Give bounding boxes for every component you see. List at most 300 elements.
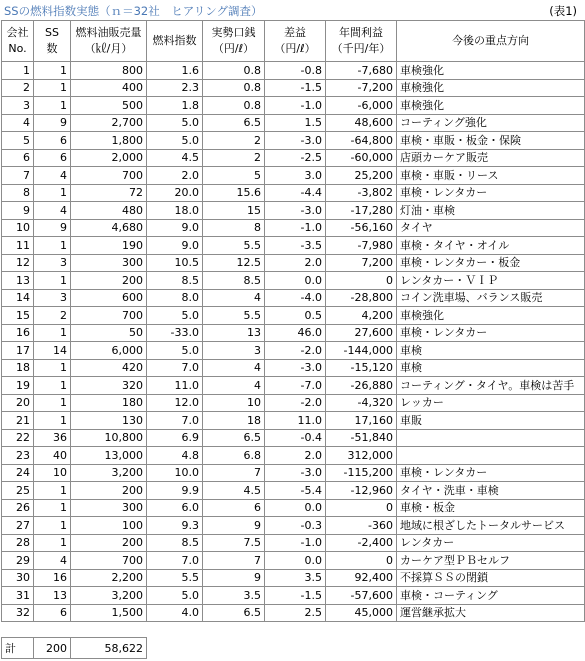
cell-fuel-volume: 300 [71,254,147,272]
cell-fuel-index: 9.0 [147,237,203,255]
cell-margin: -1.0 [265,534,326,552]
total-label: 計 [2,638,34,659]
cell-ss-count: 1 [34,499,71,517]
cell-future-focus [397,447,585,465]
table-row [2,447,585,465]
cell-annual-profit: 312,000 [326,447,397,465]
table-row [2,97,585,115]
table-row [2,359,585,377]
header-row [2,21,585,62]
cell-company-no: 7 [2,167,34,185]
cell-fuel-index: 2.0 [147,167,203,185]
table-row [2,324,585,342]
cell-ss-count: 4 [34,202,71,220]
cell-annual-profit: -12,960 [326,482,397,500]
cell-margin: -3.5 [265,237,326,255]
cell-annual-profit: 0 [326,272,397,290]
cell-ss-count: 3 [34,254,71,272]
cell-company-no: 9 [2,202,34,220]
table-row [2,604,585,622]
cell-actual-commission: 5.5 [203,237,265,255]
cell-future-focus: 車検・車販・板金・保険 [397,132,585,150]
cell-annual-profit: 0 [326,499,397,517]
cell-future-focus: 車検強化 [397,307,585,325]
cell-ss-count: 40 [34,447,71,465]
cell-actual-commission: 6.5 [203,604,265,622]
cell-annual-profit: -7,680 [326,62,397,80]
cell-ss-count: 1 [34,272,71,290]
cell-ss-count: 3 [34,289,71,307]
table-row [2,219,585,237]
total-ss: 200 [34,638,71,659]
header-actual-commission: 実勢口銭 （円/ℓ） [203,21,265,62]
cell-future-focus: コイン洗車場、バランス販売 [397,289,585,307]
cell-margin: -1.5 [265,79,326,97]
cell-fuel-index: 9.3 [147,517,203,535]
table-row [2,272,585,290]
cell-company-no: 19 [2,377,34,395]
cell-company-no: 21 [2,412,34,430]
cell-future-focus: 車検強化 [397,97,585,115]
cell-actual-commission: 4 [203,359,265,377]
cell-margin: 3.0 [265,167,326,185]
table-row [2,307,585,325]
cell-fuel-index: 12.0 [147,394,203,412]
table-row [2,499,585,517]
cell-company-no: 18 [2,359,34,377]
cell-actual-commission: 0.8 [203,97,265,115]
cell-fuel-index: 1.6 [147,62,203,80]
cell-future-focus: 車検・タイヤ・オイル [397,237,585,255]
cell-actual-commission: 6.5 [203,429,265,447]
cell-ss-count: 6 [34,604,71,622]
table-row [2,184,585,202]
cell-ss-count: 1 [34,324,71,342]
cell-actual-commission: 3.5 [203,587,265,605]
cell-margin: -2.0 [265,394,326,412]
cell-annual-profit: -144,000 [326,342,397,360]
cell-future-focus: 車検強化 [397,79,585,97]
cell-fuel-volume: 800 [71,62,147,80]
cell-company-no: 1 [2,62,34,80]
cell-margin: 46.0 [265,324,326,342]
table-row [2,289,585,307]
header-ss-count: SS 数 [34,21,71,62]
cell-ss-count: 16 [34,569,71,587]
cell-ss-count: 6 [34,149,71,167]
cell-future-focus: 車販 [397,412,585,430]
cell-ss-count: 1 [34,97,71,115]
cell-margin: 1.5 [265,114,326,132]
cell-fuel-index: 5.0 [147,307,203,325]
cell-actual-commission: 4 [203,289,265,307]
cell-fuel-index: 2.3 [147,79,203,97]
cell-future-focus: 灯油・車検 [397,202,585,220]
cell-fuel-index: 5.5 [147,569,203,587]
cell-company-no: 20 [2,394,34,412]
cell-fuel-index: 20.0 [147,184,203,202]
cell-actual-commission: 7.5 [203,534,265,552]
cell-company-no: 30 [2,569,34,587]
cell-margin: -1.0 [265,97,326,115]
cell-margin: -2.0 [265,342,326,360]
cell-margin: -1.0 [265,219,326,237]
cell-ss-count: 1 [34,62,71,80]
cell-fuel-index: 7.0 [147,552,203,570]
cell-future-focus: 地域に根ざしたトータルサービス [397,517,585,535]
cell-fuel-index: 8.5 [147,534,203,552]
cell-fuel-index: -33.0 [147,324,203,342]
cell-fuel-volume: 72 [71,184,147,202]
cell-fuel-index: 18.0 [147,202,203,220]
cell-margin: -0.4 [265,429,326,447]
cell-annual-profit: -17,280 [326,202,397,220]
table-row [2,517,585,535]
cell-company-no: 28 [2,534,34,552]
cell-annual-profit: -7,200 [326,79,397,97]
cell-future-focus: 車検 [397,359,585,377]
cell-annual-profit: 0 [326,552,397,570]
cell-fuel-volume: 200 [71,534,147,552]
table-row [2,429,585,447]
cell-fuel-volume: 1,800 [71,132,147,150]
cell-fuel-index: 4.8 [147,447,203,465]
cell-ss-count: 14 [34,342,71,360]
cell-margin: 2.0 [265,254,326,272]
cell-annual-profit: -51,840 [326,429,397,447]
cell-fuel-volume: 400 [71,79,147,97]
cell-future-focus: タイヤ・洗車・車検 [397,482,585,500]
total-volume: 58,622 [71,638,147,659]
cell-fuel-index: 11.0 [147,377,203,395]
cell-annual-profit: 7,200 [326,254,397,272]
cell-fuel-index: 9.0 [147,219,203,237]
cell-fuel-index: 8.5 [147,272,203,290]
cell-actual-commission: 4 [203,377,265,395]
cell-company-no: 12 [2,254,34,272]
cell-margin: 11.0 [265,412,326,430]
cell-company-no: 4 [2,114,34,132]
cell-margin: -1.5 [265,587,326,605]
cell-ss-count: 1 [34,534,71,552]
cell-ss-count: 1 [34,412,71,430]
table-row [2,534,585,552]
cell-fuel-index: 6.0 [147,499,203,517]
cell-company-no: 27 [2,517,34,535]
cell-fuel-volume: 200 [71,482,147,500]
cell-actual-commission: 9 [203,569,265,587]
cell-fuel-index: 7.0 [147,359,203,377]
cell-fuel-volume: 50 [71,324,147,342]
table-row [2,569,585,587]
table-row [2,394,585,412]
cell-fuel-volume: 700 [71,552,147,570]
cell-ss-count: 2 [34,307,71,325]
cell-actual-commission: 8 [203,219,265,237]
cell-fuel-volume: 4,680 [71,219,147,237]
table-row [2,587,585,605]
cell-actual-commission: 6 [203,499,265,517]
cell-actual-commission: 7 [203,464,265,482]
cell-fuel-index: 4.0 [147,604,203,622]
cell-future-focus: 車検・車販・リース [397,167,585,185]
cell-ss-count: 36 [34,429,71,447]
table-body [2,62,585,622]
cell-company-no: 29 [2,552,34,570]
cell-actual-commission: 0.8 [203,62,265,80]
cell-annual-profit: -57,600 [326,587,397,605]
cell-company-no: 15 [2,307,34,325]
table-row [2,132,585,150]
cell-company-no: 14 [2,289,34,307]
header-company-no: 会社 No. [2,21,34,62]
cell-margin: 2.0 [265,447,326,465]
table-number: (表1) [549,4,577,18]
cell-company-no: 25 [2,482,34,500]
table-row [2,114,585,132]
cell-company-no: 17 [2,342,34,360]
cell-fuel-volume: 3,200 [71,464,147,482]
cell-fuel-volume: 2,200 [71,569,147,587]
cell-annual-profit: -4,320 [326,394,397,412]
cell-annual-profit: 27,600 [326,324,397,342]
table-row [2,79,585,97]
cell-fuel-volume: 600 [71,289,147,307]
cell-margin: -3.0 [265,464,326,482]
table-row [2,62,585,80]
cell-margin: 0.0 [265,499,326,517]
cell-ss-count: 6 [34,132,71,150]
cell-fuel-volume: 2,000 [71,149,147,167]
cell-company-no: 10 [2,219,34,237]
cell-annual-profit: 17,160 [326,412,397,430]
cell-future-focus: 車検 [397,342,585,360]
cell-margin: -2.5 [265,149,326,167]
cell-fuel-volume: 130 [71,412,147,430]
cell-margin: 2.5 [265,604,326,622]
table-row [2,342,585,360]
cell-company-no: 22 [2,429,34,447]
cell-company-no: 32 [2,604,34,622]
table-title: SSの燃料指数実態（ｎ＝32社 ヒアリング調査） [4,4,263,18]
header-annual-profit: 年間利益 （千円/年） [326,21,397,62]
cell-company-no: 8 [2,184,34,202]
cell-fuel-volume: 100 [71,517,147,535]
cell-future-focus: レンタカー [397,534,585,552]
cell-margin: -5.4 [265,482,326,500]
cell-fuel-index: 5.0 [147,132,203,150]
cell-future-focus: 車検・コーティング [397,587,585,605]
cell-annual-profit: -28,800 [326,289,397,307]
cell-fuel-volume: 200 [71,272,147,290]
cell-annual-profit: 92,400 [326,569,397,587]
header-future-focus: 今後の重点方向 [397,21,585,62]
header-fuel-volume: 燃料油販売量 （㎘/月） [71,21,147,62]
cell-ss-count: 4 [34,552,71,570]
cell-future-focus: カーケア型ＰＢセルフ [397,552,585,570]
cell-ss-count: 1 [34,184,71,202]
cell-margin: -3.0 [265,202,326,220]
cell-actual-commission: 6.8 [203,447,265,465]
cell-margin: 0.5 [265,307,326,325]
cell-annual-profit: -3,802 [326,184,397,202]
cell-future-focus: タイヤ [397,219,585,237]
cell-fuel-index: 5.0 [147,342,203,360]
cell-fuel-volume: 6,000 [71,342,147,360]
cell-annual-profit: -360 [326,517,397,535]
cell-margin: 0.0 [265,272,326,290]
cell-future-focus [397,429,585,447]
cell-fuel-index: 5.0 [147,114,203,132]
cell-annual-profit: -15,120 [326,359,397,377]
table-row [2,149,585,167]
cell-ss-count: 9 [34,219,71,237]
cell-company-no: 11 [2,237,34,255]
cell-fuel-volume: 2,700 [71,114,147,132]
table-row [2,202,585,220]
cell-fuel-index: 8.0 [147,289,203,307]
cell-actual-commission: 5.5 [203,307,265,325]
cell-margin: -0.3 [265,517,326,535]
cell-annual-profit: -2,400 [326,534,397,552]
cell-actual-commission: 18 [203,412,265,430]
cell-fuel-volume: 500 [71,97,147,115]
cell-actual-commission: 2 [203,132,265,150]
cell-fuel-index: 7.0 [147,412,203,430]
cell-actual-commission: 12.5 [203,254,265,272]
cell-future-focus: 不採算ＳＳの閉鎖 [397,569,585,587]
cell-fuel-volume: 420 [71,359,147,377]
cell-annual-profit: 4,200 [326,307,397,325]
cell-ss-count: 1 [34,79,71,97]
cell-margin: -4.4 [265,184,326,202]
cell-fuel-volume: 700 [71,167,147,185]
cell-fuel-volume: 300 [71,499,147,517]
cell-annual-profit: -60,000 [326,149,397,167]
cell-fuel-volume: 320 [71,377,147,395]
cell-ss-count: 1 [34,237,71,255]
cell-ss-count: 13 [34,587,71,605]
cell-margin: -7.0 [265,377,326,395]
cell-fuel-volume: 13,000 [71,447,147,465]
cell-actual-commission: 0.8 [203,79,265,97]
cell-annual-profit: -64,800 [326,132,397,150]
cell-future-focus: 車検・レンタカー [397,324,585,342]
total-row [2,638,147,659]
cell-fuel-volume: 190 [71,237,147,255]
cell-company-no: 5 [2,132,34,150]
cell-actual-commission: 15.6 [203,184,265,202]
cell-fuel-volume: 1,500 [71,604,147,622]
table-row [2,412,585,430]
cell-annual-profit: -115,200 [326,464,397,482]
cell-company-no: 23 [2,447,34,465]
cell-ss-count: 1 [34,377,71,395]
cell-actual-commission: 9 [203,517,265,535]
table-row [2,552,585,570]
cell-future-focus: コーティング強化 [397,114,585,132]
cell-ss-count: 1 [34,359,71,377]
cell-margin: -3.0 [265,132,326,150]
cell-future-focus: レッカー [397,394,585,412]
cell-actual-commission: 15 [203,202,265,220]
cell-fuel-volume: 480 [71,202,147,220]
cell-actual-commission: 13 [203,324,265,342]
cell-company-no: 26 [2,499,34,517]
cell-margin: 3.5 [265,569,326,587]
cell-margin: -3.0 [265,359,326,377]
cell-annual-profit: -26,880 [326,377,397,395]
cell-future-focus: 車検・レンタカー・板金 [397,254,585,272]
cell-future-focus: レンタカー・ＶＩＰ [397,272,585,290]
cell-annual-profit: -7,980 [326,237,397,255]
table-row [2,482,585,500]
cell-company-no: 24 [2,464,34,482]
cell-annual-profit: 45,000 [326,604,397,622]
cell-fuel-index: 10.0 [147,464,203,482]
cell-fuel-volume: 10,800 [71,429,147,447]
cell-future-focus: 車検・レンタカー [397,464,585,482]
cell-ss-count: 10 [34,464,71,482]
fuel-index-table [1,20,585,622]
cell-annual-profit: 25,200 [326,167,397,185]
cell-actual-commission: 2 [203,149,265,167]
cell-future-focus: 車検強化 [397,62,585,80]
table-row [2,167,585,185]
cell-fuel-index: 4.5 [147,149,203,167]
cell-fuel-index: 5.0 [147,587,203,605]
table-row [2,377,585,395]
cell-company-no: 13 [2,272,34,290]
cell-annual-profit: 48,600 [326,114,397,132]
cell-fuel-volume: 180 [71,394,147,412]
cell-future-focus: コーティング・タイヤ。車検は苦手 [397,377,585,395]
cell-ss-count: 4 [34,167,71,185]
cell-company-no: 31 [2,587,34,605]
cell-fuel-index: 10.5 [147,254,203,272]
cell-actual-commission: 10 [203,394,265,412]
cell-fuel-index: 1.8 [147,97,203,115]
cell-margin: 0.0 [265,552,326,570]
cell-future-focus: 車検・レンタカー [397,184,585,202]
table-row [2,254,585,272]
cell-company-no: 6 [2,149,34,167]
cell-fuel-volume: 700 [71,307,147,325]
cell-ss-count: 1 [34,517,71,535]
cell-ss-count: 1 [34,394,71,412]
cell-future-focus: 車検・板金 [397,499,585,517]
cell-actual-commission: 8.5 [203,272,265,290]
cell-actual-commission: 7 [203,552,265,570]
cell-future-focus: 店頭カーケア販売 [397,149,585,167]
cell-ss-count: 9 [34,114,71,132]
cell-actual-commission: 3 [203,342,265,360]
cell-company-no: 16 [2,324,34,342]
cell-ss-count: 1 [34,482,71,500]
cell-actual-commission: 4.5 [203,482,265,500]
cell-fuel-index: 6.9 [147,429,203,447]
cell-company-no: 2 [2,79,34,97]
table-row [2,237,585,255]
header-fuel-index: 燃料指数 [147,21,203,62]
cell-future-focus: 運営継承拡大 [397,604,585,622]
cell-annual-profit: -6,000 [326,97,397,115]
total-table [1,637,147,659]
cell-annual-profit: -56,160 [326,219,397,237]
cell-fuel-index: 9.9 [147,482,203,500]
table-row [2,464,585,482]
cell-margin: -0.8 [265,62,326,80]
